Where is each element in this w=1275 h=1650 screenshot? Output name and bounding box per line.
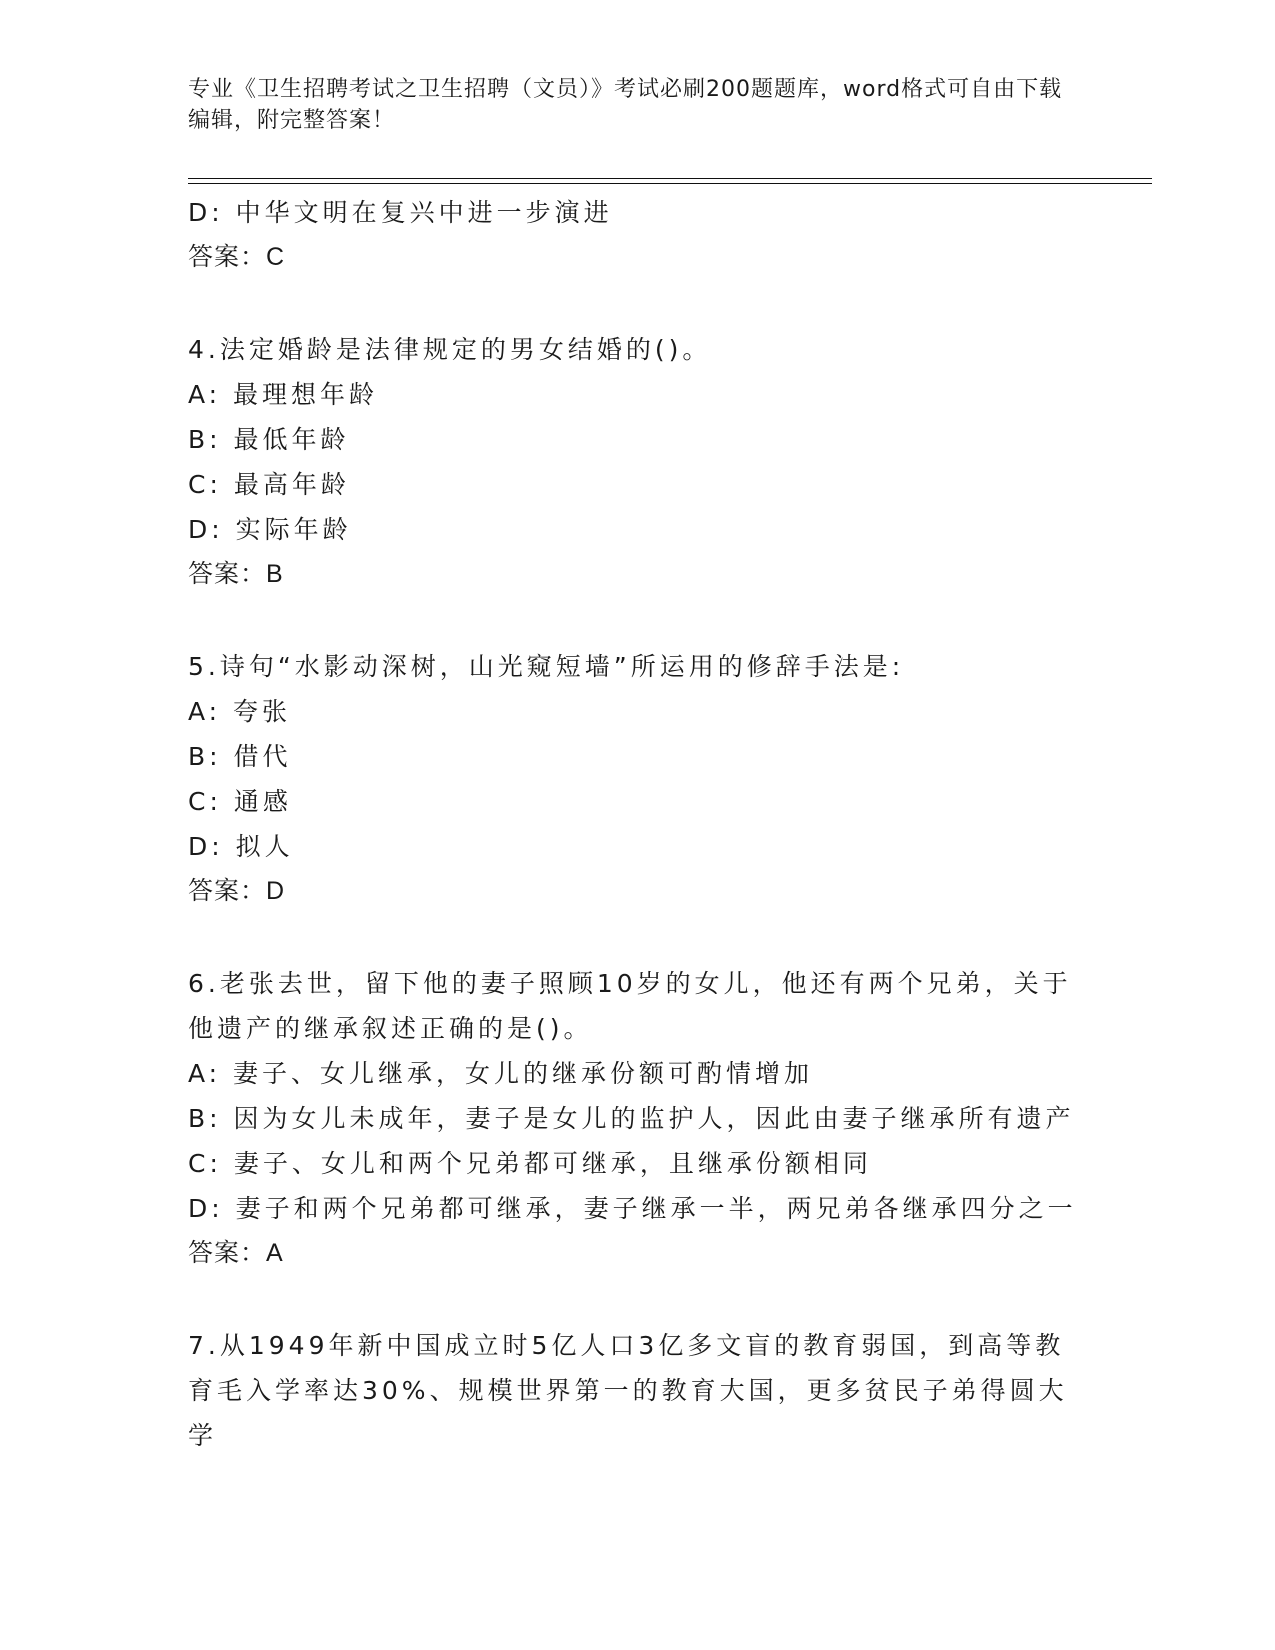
question-4-option-c: C: 最高年龄 [188,470,350,499]
page-header: 专业《卫生招聘考试之卫生招聘（文员）》考试必刷200题题库，word格式可自由下载编辑，附完整答案！ [188,77,1063,133]
header-rule-bottom [188,183,1152,184]
question-list [188,190,1088,1458]
question-5-option-b: B: 借代 [188,742,292,771]
question-5-stem: 5.诗句“水影动深树，山光窥短墙”所运用的修辞手法是: [188,652,905,681]
question-4-option-d: D: 实际年龄 [188,515,352,544]
question-6-option-a: A: 妻子、女儿继承，女儿的继承份额可酌情增加 [188,1059,814,1088]
question-4-option-a: A: 最理想年龄 [188,380,379,409]
question-4-option-b: B: 最低年龄 [188,425,350,454]
question-3-answer: 答案：C [188,243,286,271]
header-rule-top [188,178,1152,179]
question-6-stem: 6.老张去世，留下他的妻子照顾10岁的女儿，他还有两个兄弟，关于他遗产的继承叙述正确的是()。 [188,969,1072,1043]
question-4-answer: 答案：B [188,560,284,588]
question-3-option-d: D: 中华文明在复兴中进一步演进 [188,198,613,227]
question-6-option-c: C: 妻子、女儿和两个兄弟都可继承，且继承份额相同 [188,1149,872,1178]
question-7-stem: 7.从1949年新中国成立时5亿人口3亿多文盲的教育弱国，到高等教育毛入学率达30%、规模世界第一的教育大国，更多贫民子弟得圆大学 [188,1331,1068,1450]
question-5-answer: 答案：D [188,877,286,905]
question-6-answer: 答案：A [188,1239,284,1267]
question-5-option-d: D: 拟人 [188,832,294,861]
question-5-option-a: A: 夸张 [188,697,292,726]
question-6-option-d: D: 妻子和两个兄弟都可继承，妻子继承一半，两兄弟各继承四分之一 [188,1194,1077,1223]
question-5-option-c: C: 通感 [188,787,292,816]
question-6-option-b: B: 因为女儿未成年，妻子是女儿的监护人，因此由妻子继承所有遗产 [188,1104,1075,1133]
question-4-stem: 4.法定婚龄是法律规定的男女结婚的()。 [188,335,712,364]
